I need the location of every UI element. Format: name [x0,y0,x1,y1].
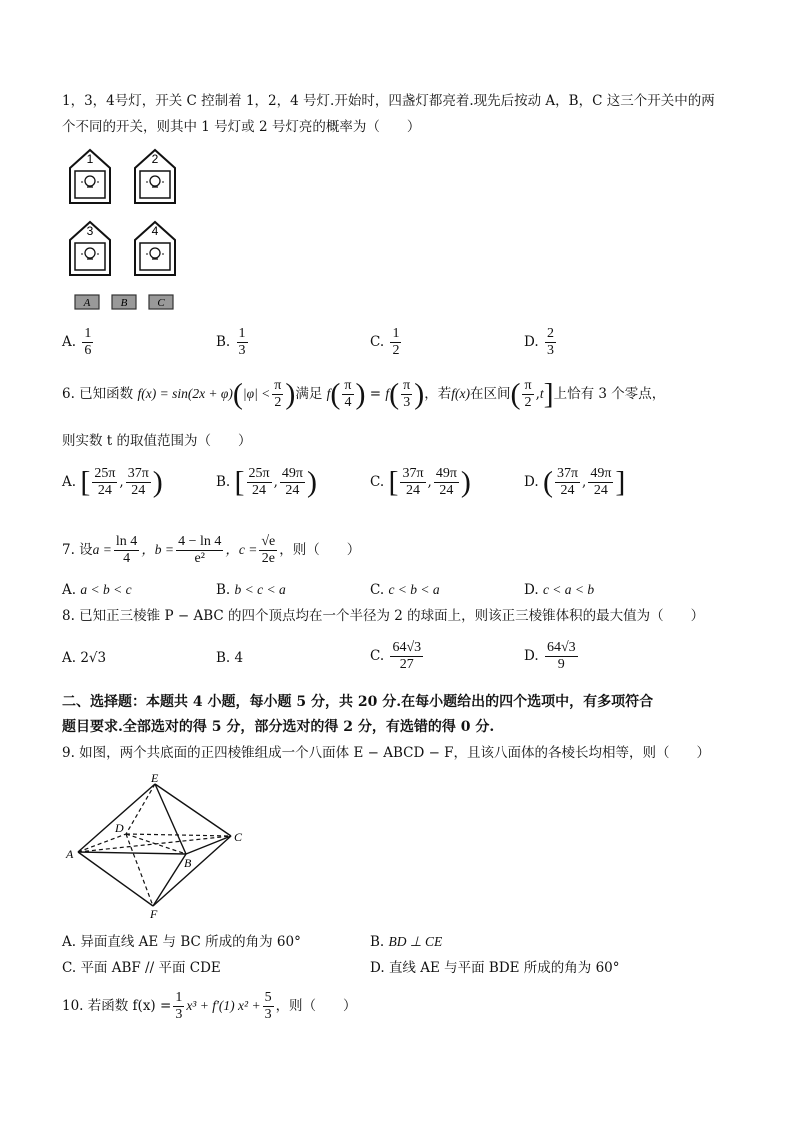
bulb-icon [150,176,160,186]
lamp-label-4: 4 [151,224,159,238]
q6-option-c: C. [ $\frac{37\pi}{24}$ , $\frac{49\pi}{24}$ ) [370,465,471,499]
q9-option-a: A. 异面直线 AE 与 BC 所成的角为 60° [62,934,301,950]
q5-line2: 个不同的开关，则其中 1 号灯或 2 号灯亮的概率为（ ） [62,119,421,135]
q9-option-c: C. 平面 ABF // 平面 CDE [62,960,221,976]
lamp-label-1: 1 [86,152,94,166]
q7-line: 7. 设a = $\frac{\ln 4}{4}$ ，b = $\frac{4 - \ln 4}{\text{e²}}$ ，c = $\frac{√e}{2e}$ ，则（ ） [62,534,361,566]
q10-line: 10. 若函数 f(x) = $\frac{1}{3}$ x³ + f′(1) x² + $\frac{5}{3}$ ，则（ ） [62,990,357,1022]
svg-text:C: C [157,297,165,309]
vertex-E: E [151,772,159,785]
q5-option-d: D. $\frac{2}{3}$ [524,326,554,358]
bulb-icon [85,248,95,258]
vertex-D: D [115,821,124,835]
switch-C [149,295,173,309]
svg-text:A: A [83,297,91,309]
vertex-A: A [66,847,74,861]
lamp-4 [135,222,175,275]
q5-option-a: A. $\frac{1}{6}$ [62,326,92,358]
q7-option-a: A. a < b < c [62,582,132,598]
q6-option-d: D. ( $\frac{37\pi}{24}$ , $\frac{49\pi}{24}$ ] [524,465,626,499]
bulb-icon [85,176,95,186]
q6-line1: 6. 已知函数 f(x) = sin(2x + φ)(|φ| < $\frac{\pi}{2}$ )满足 f( $\frac{\pi}{4}$ ) = f( $\frac{\pi}{3}$ )，若f(x)在区间( $\frac{\pi}{2}$ ,t]上恰有 3 个零点， [62,377,666,411]
q8-option-c: C. $\frac{64√3}{27}$ [370,640,422,672]
q6-option-a: A. [ $\frac{25\pi}{24}$ , $\frac{37\pi}{24}$ ) [62,465,163,499]
lamp-label-2: 2 [151,152,159,166]
svg-text:B: B [120,297,128,309]
lamp-3 [70,222,110,275]
q9-option-b: B. BD ⊥ CE [370,934,443,950]
switch-A [75,295,99,309]
lamp-2 [135,150,175,203]
bulb-icon [150,248,160,258]
section2-line2: 题目要求.全部选对的得 5 分，部分选对的得 2 分，有选错的得 0 分. [62,719,495,735]
vertex-C: C [234,830,243,844]
q8-option-d: D. $\frac{64√3}{9}$ [524,640,576,672]
q5-option-b: B. $\frac{1}{3}$ [216,326,246,358]
vertex-F: F [150,907,158,920]
q7-option-b: B. b < c < a [216,582,286,598]
lamp-1 [70,150,110,203]
q5-option-c: C. $\frac{1}{2}$ [370,326,400,358]
q9-option-d: D. 直线 AE 与平面 BDE 所成的角为 60° [370,960,620,976]
q8-option-b: B. 4 [216,650,244,666]
lamp-label-3: 3 [86,224,94,238]
q6-line2: 则实数 t 的取值范围为（ ） [62,433,252,449]
switch-B [112,295,136,309]
q7-option-c: C. c < b < a [370,582,440,598]
q8-line: 8. 已知正三棱锥 P − ABC 的四个顶点均在一个半径为 2 的球面上，则该正三棱锥体积的最大值为（ ） [62,608,705,624]
q9-line: 9. 如图，两个共底面的正四棱锥组成一个八面体 E − ABCD − F，且该八面体的各棱长均相等，则（ ） [62,745,711,761]
q6-option-b: B. [ $\frac{25\pi}{24}$ , $\frac{49\pi}{24}$ ) [216,465,317,499]
q8-option-a: A. 2√3 [62,650,107,666]
q7-option-d: D. c < a < b [524,582,595,598]
vertex-B: B [184,856,192,870]
q5-line1: 1，3，4号灯，开关 C 控制着 1，2，4 号灯.开始时，四盏灯都亮着.现先后按动 A，B，C 这三个开关中的两 [62,93,715,109]
lamp-figure [66,146,196,314]
octahedron-figure [60,772,260,920]
section2-line1: 二、选择题：本题共 4 小题，每小题 5 分，共 20 分.在每小题给出的四个选项中，有多项符合 [62,694,654,710]
